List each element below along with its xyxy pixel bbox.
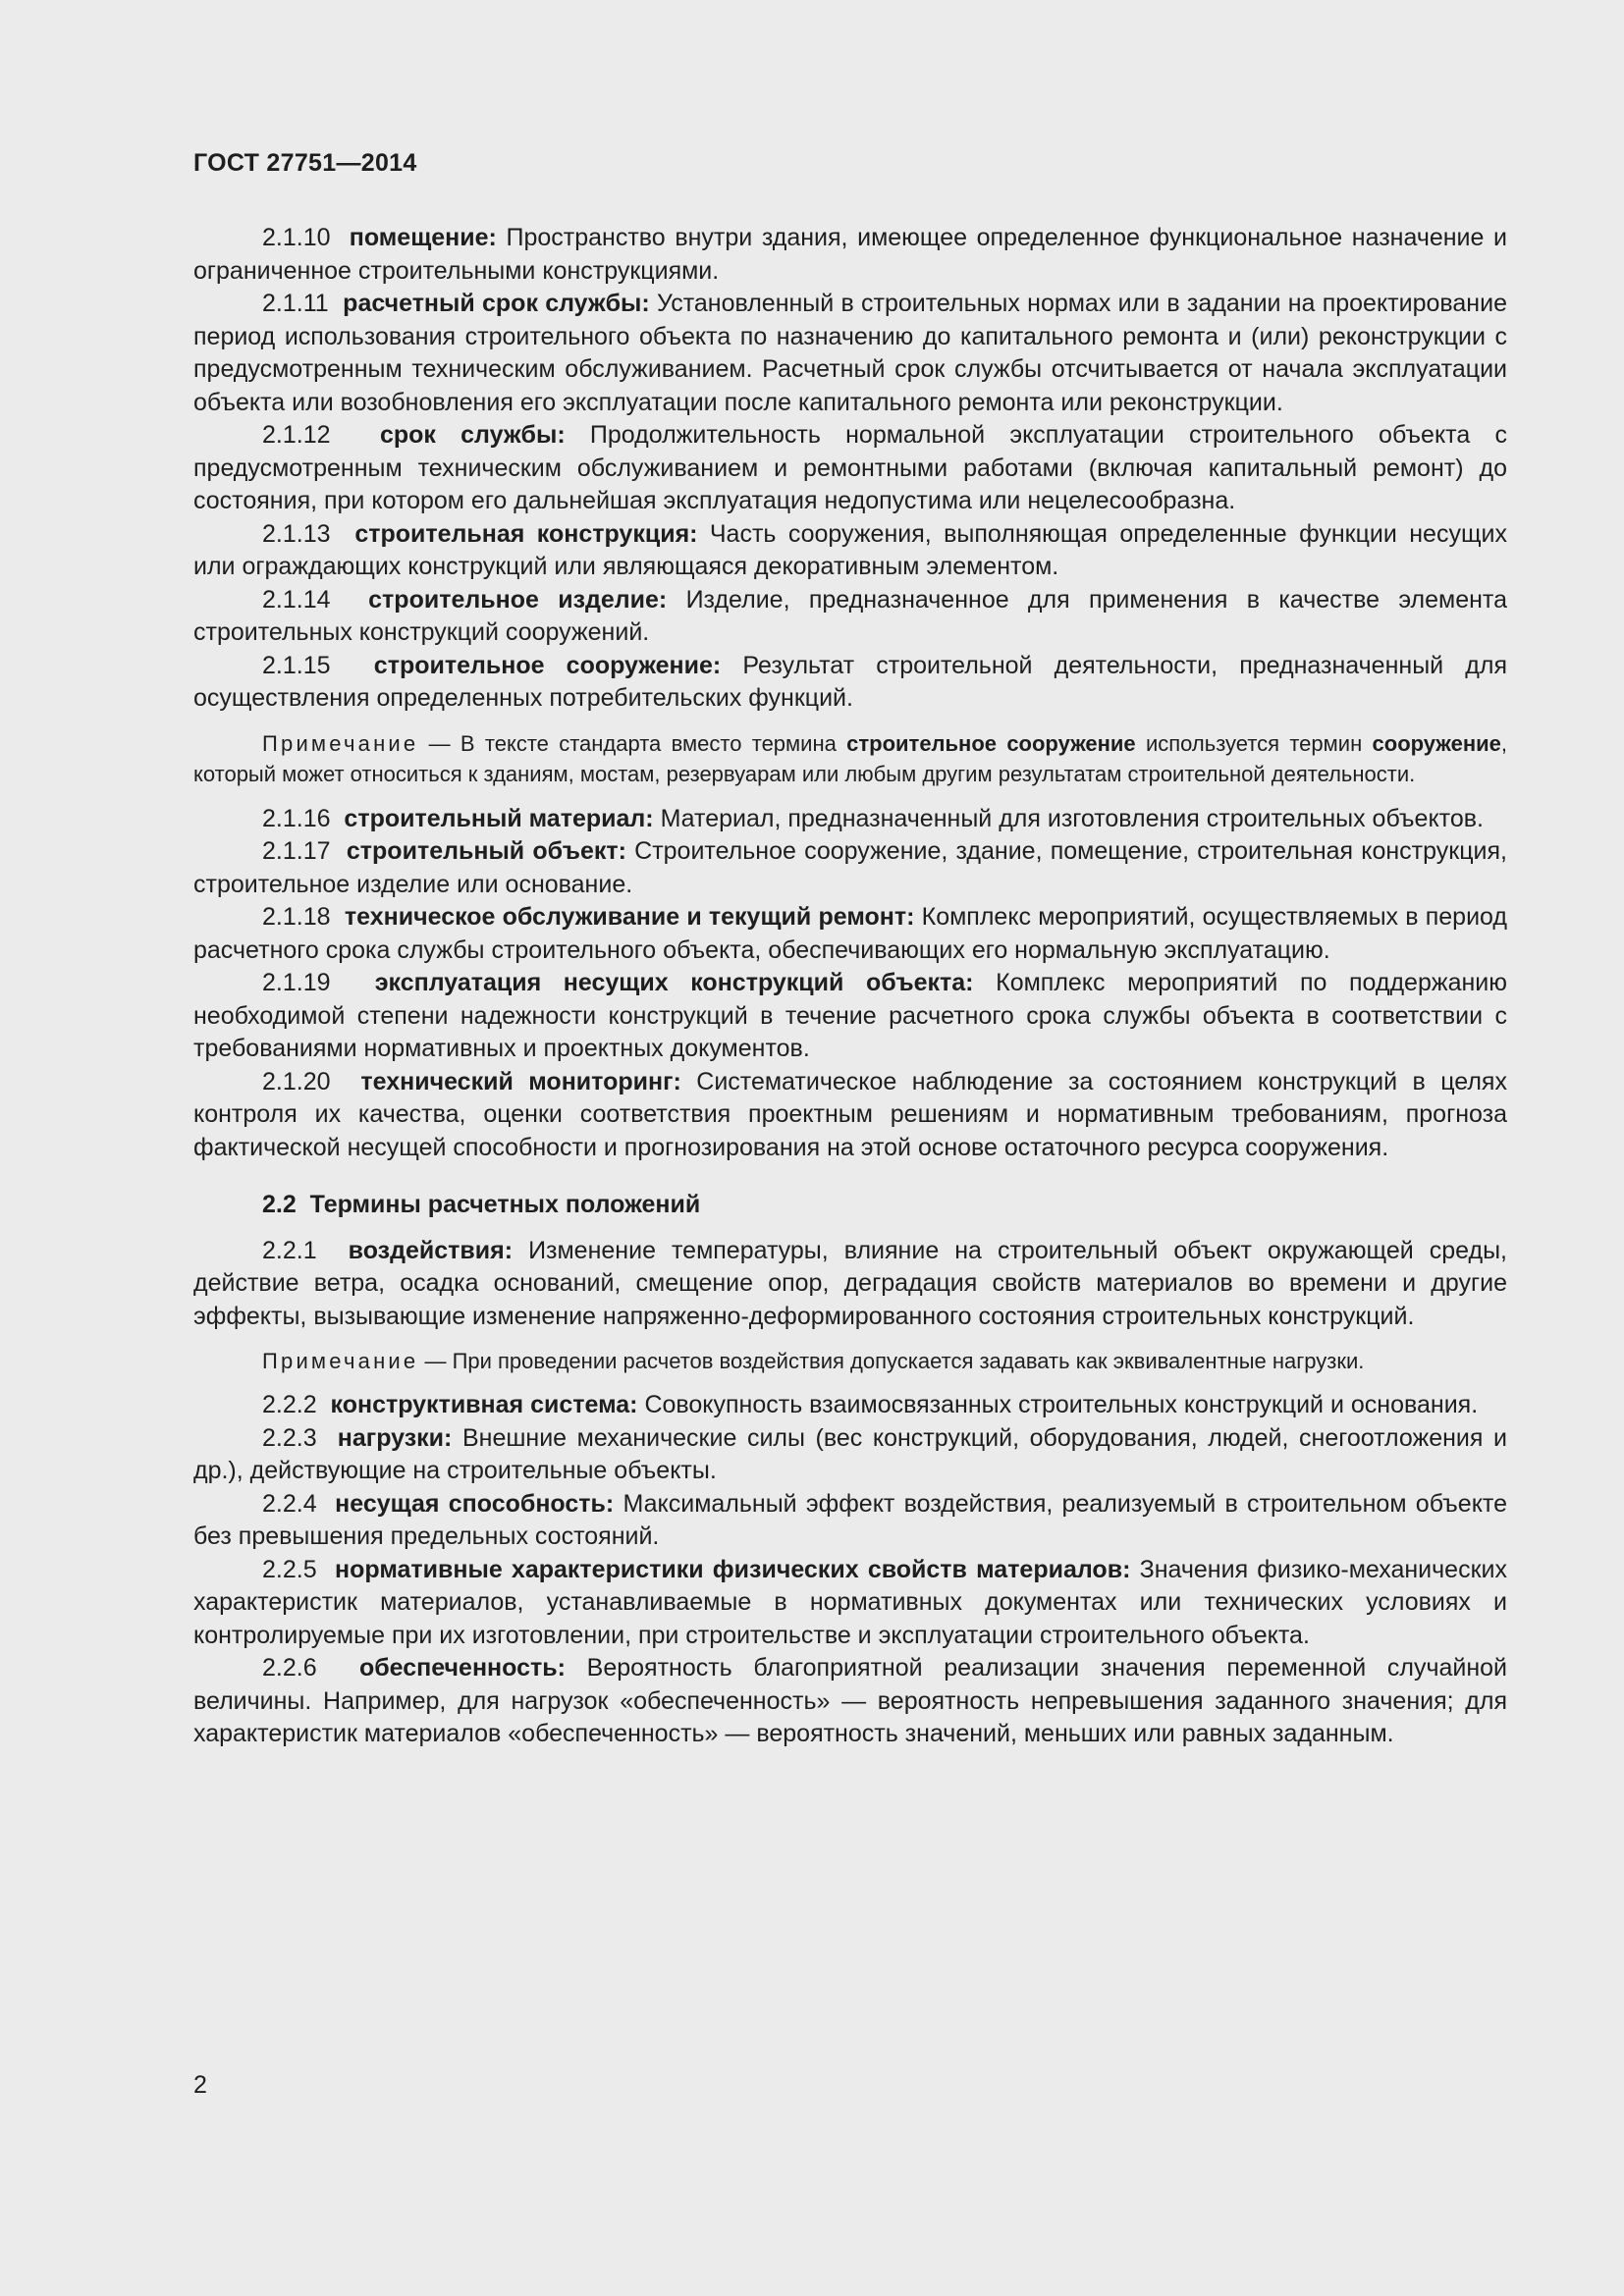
definition-text: Изделие, предназначенное для применения в качестве элемента строительных конструкций сооружений.	[193, 585, 1507, 646]
document-code: ГОСТ 27751—2014	[193, 149, 417, 177]
clause-number: 2.2.5	[262, 1555, 317, 1583]
definition-paragraph	[193, 584, 1507, 650]
term: несущая способность:	[335, 1489, 615, 1518]
definition-text: Значения физико-механических характеристик материалов, устанавливаемые в нормативных документах или технических условиях и контролируемые при их изготовлении, при строительстве и эксплуатации строительного объекта.	[193, 1555, 1507, 1649]
definition-paragraph	[193, 1422, 1507, 1488]
clause-number: 2.1.18	[262, 903, 331, 931]
definition-paragraph	[193, 835, 1507, 901]
term: техническое обслуживание и текущий ремонт:	[344, 903, 915, 931]
definitions-block-1	[193, 222, 1507, 716]
definition-paragraph	[193, 650, 1507, 716]
definition-text: Систематическое наблюдение за состоянием конструкций в целях контроля их качества, оценки соответствия проектным решениям и нормативным требованиям, прогноза фактической несущей способности и прогнозирования на этой основе остаточного ресурса сооружения.	[193, 1067, 1507, 1161]
clause-number: 2.2.6	[262, 1654, 317, 1682]
note-2: Примечание — При проведении расчетов воздействия допускается задавать как эквивалентные нагрузки.	[262, 1349, 1365, 1373]
clause-number: 2.1.13	[262, 519, 331, 548]
clause-number: 2.2.3	[262, 1423, 317, 1452]
clause-number: 2.2.2	[262, 1391, 317, 1418]
definition-text: Строительное сооружение, здание, помещение, строительная конструкция, строительное изделие или основание.	[193, 837, 1507, 898]
clause-number: 2.1.20	[262, 1067, 331, 1095]
definition-paragraph	[193, 1066, 1507, 1165]
definition-text: Продолжительность нормальной эксплуатации строительного объекта с предусмотренным техническим обслуживанием и ремонтными работами (включая капитальный ремонт) до состояния, при котором его дальнейшая эксплуатация недопустима или нецелесообразна.	[193, 421, 1507, 514]
term: строительное изделие:	[368, 585, 668, 614]
page-content	[193, 222, 1507, 1751]
page-number: 2	[193, 2071, 207, 2099]
clause-number: 2.1.16	[262, 804, 331, 832]
definition-text: Комплекс мероприятий, осуществляемых в период расчетного срока службы строительного объекта, обеспечивающих его нормальную эксплуатацию.	[193, 903, 1507, 964]
definition-text: Максимальный эффект воздействия, реализуемый в строительном объекте без превышения предельных состояний.	[193, 1489, 1508, 1550]
definitions-block-3	[193, 1235, 1507, 1334]
term: конструктивная система:	[330, 1391, 638, 1418]
definition-text: Пространство внутри здания, имеющее определенное функциональное назначение и ограниченное строительными конструкциями.	[193, 224, 1507, 285]
definition-paragraph	[193, 901, 1507, 967]
term: нагрузки:	[337, 1423, 453, 1452]
definition-text: Внешние механические силы (вес конструкций, оборудования, людей, снегоотложения и др.), действующие на строительные объекты.	[193, 1423, 1507, 1484]
definition-paragraph	[193, 1235, 1507, 1334]
definition-paragraph	[193, 1554, 1507, 1653]
definitions-block-2	[193, 803, 1507, 1165]
definition-text: Материал, предназначенный для изготовления строительных объектов.	[660, 804, 1484, 832]
clause-number: 2.2.1	[262, 1236, 317, 1264]
definition-paragraph	[193, 967, 1507, 1066]
definition-paragraph	[193, 1389, 1507, 1422]
definition-text: Комплекс мероприятий по поддержанию необходимой степени надежности конструкций в течение расчетного срока службы объекта в соответствии с требованиями нормативных и проектных документов.	[193, 969, 1507, 1062]
definition-text: Часть сооружения, выполняющая определенные функции несущих или ограждающих конструкций или являющаяся декоративным элементом.	[193, 519, 1507, 580]
term: строительное сооружение:	[373, 651, 722, 679]
definition-paragraph	[193, 288, 1507, 419]
term: помещение:	[349, 224, 497, 251]
definition-text: Совокупность взаимосвязанных строительных конструкций и основания.	[644, 1391, 1479, 1418]
note-1: Примечание — В тексте стандарта вместо термина строительное сооружение используется термин сооружение, который может относиться к зданиям, мостам, резервуарам или любым другим результатам строительной деятельности.	[193, 730, 1507, 786]
definition-paragraph	[193, 222, 1507, 288]
clause-number: 2.1.19	[262, 969, 331, 996]
term: строительная конструкция:	[354, 519, 698, 548]
term: эксплуатация несущих конструкций объекта:	[374, 969, 974, 996]
section-heading: 2.2 Термины расчетных положений	[262, 1191, 701, 1218]
clause-number: 2.1.11	[262, 290, 329, 317]
clause-number: 2.1.17	[262, 837, 331, 865]
term: срок службы:	[379, 421, 566, 449]
definitions-block-4	[193, 1389, 1507, 1751]
definition-paragraph	[193, 419, 1507, 518]
definition-text: Изменение температуры, влияние на строительный объект окружающей среды, действие ветра, осадка оснований, смещение опор, деградация свойств материалов во времени и другие эффекты, вызывающие изменение напряженно-деформированного состояния строительных конструкций.	[193, 1236, 1507, 1330]
term: нормативные характеристики физических свойств материалов:	[335, 1555, 1131, 1583]
clause-number: 2.2.4	[262, 1489, 317, 1518]
definition-paragraph	[193, 1652, 1507, 1751]
clause-number: 2.1.12	[262, 421, 331, 449]
term: строительный материал:	[344, 804, 654, 832]
note-label: Примечание	[262, 730, 419, 756]
clause-number: 2.1.10	[262, 224, 331, 251]
clause-number: 2.1.15	[262, 651, 331, 679]
term: расчетный срок службы:	[343, 290, 650, 317]
term: воздействия:	[348, 1236, 514, 1264]
definition-paragraph	[193, 803, 1507, 836]
note-label: Примечание	[262, 1349, 419, 1373]
term: строительный объект:	[346, 837, 626, 865]
definition-paragraph	[193, 518, 1507, 584]
clause-number: 2.1.14	[262, 585, 331, 614]
definition-paragraph	[193, 1488, 1507, 1554]
definition-text: Вероятность благоприятной реализации значения переменной случайной величины. Например, для нагрузок «обеспеченность» — вероятность непревышения заданного значения; для характеристик материалов «обеспеченность» — вероятность значений, меньших или равных заданным.	[193, 1654, 1508, 1747]
term: обеспеченность:	[358, 1654, 566, 1682]
definition-text: Результат строительной деятельности, предназначенный для осуществления определенных потребительских функций.	[193, 651, 1507, 712]
term: технический мониторинг:	[360, 1067, 681, 1095]
definition-text: Установленный в строительных нормах или в задании на проектирование период использования строительного объекта по назначению до капитального ремонта и (или) реконструкции с предусмотренным техническим обслуживанием. Расчетный срок службы отсчитывается от начала эксплуатации объекта или возобновления его эксплуатации после капитального ремонта или реконструкции.	[193, 290, 1507, 416]
